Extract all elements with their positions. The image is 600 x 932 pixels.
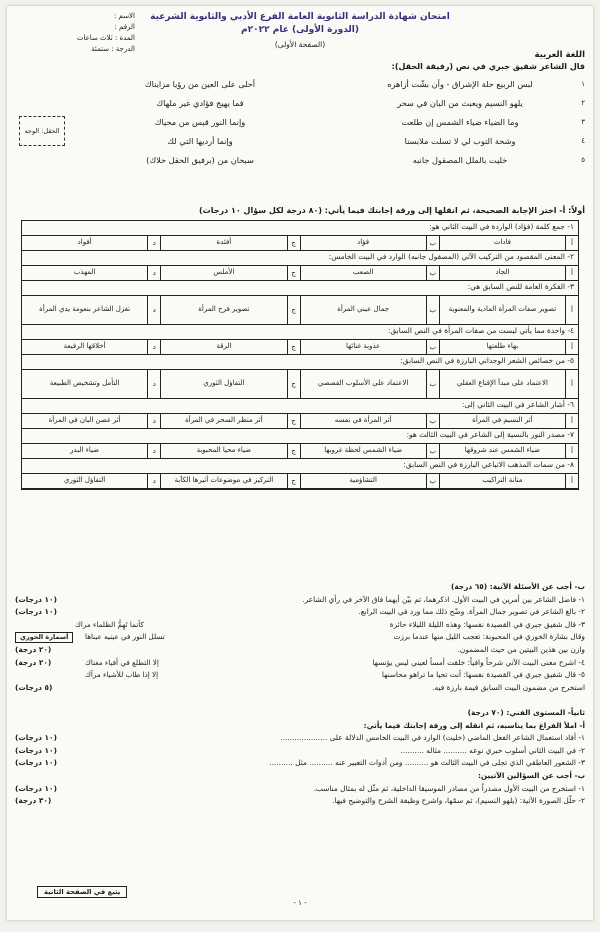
mcq-table <box>21 220 579 490</box>
poem-intro: قال الشاعر شفيق جبري في نص (رفيقة الحقل): <box>391 62 585 71</box>
verse-second-half: وإنما أرديها التي لك <box>167 136 233 146</box>
option-letter: ب <box>426 266 439 280</box>
option-text: أفواد <box>77 238 92 247</box>
option-text: التأمل وتشخيص الطبيعة <box>49 379 120 388</box>
option-letter: ج <box>287 474 300 488</box>
option-text: التفاؤل الثوري <box>203 379 245 388</box>
question-line: ٢- حلّل الصورة الآتية: (يلهو النسيم)، ثم سمّها، واشرح وظيفة الشرح والتوضيح فيها. (٣٠ درجة) <box>15 796 585 806</box>
part-c-sub-a: أ- املأ الفراغ بما يناسبه، ثم انقله إلى ورقة إجابتك فيما يأتي: <box>363 720 585 730</box>
answer-option <box>300 340 439 354</box>
poem-verse <box>13 114 587 133</box>
question-stem: ١- جمع كلمة (فؤاد) الواردة في البيت الثاني هو: <box>22 221 578 236</box>
continue-note: يتبع في الصفحة الثانية <box>37 886 127 898</box>
exam-session: (الدورة الأولى) عام ٢٠٢٢م <box>241 25 359 36</box>
question-stem: ٢- المعنى المقصود من التركيب الآتي (المصقول جانبه) الوارد في البيت الخامس: <box>22 251 578 266</box>
answer-option <box>160 236 299 250</box>
option-text: الصعب <box>352 268 374 277</box>
option-text: أفئدة <box>216 238 232 247</box>
question-stem: ٥- من خصائص الشعر الوجداني البارزة في النص السابق: <box>22 355 578 370</box>
page-label: (الصفحة الأولى) <box>274 39 326 49</box>
verse-number: ١ <box>581 80 585 88</box>
verse-number: ٣ <box>581 118 585 126</box>
option-text: فؤاد <box>357 238 370 247</box>
option-letter: أ <box>565 266 578 280</box>
option-text: الجاد <box>495 268 510 277</box>
answer-option <box>300 296 439 324</box>
option-letter: ج <box>287 236 300 250</box>
mcq-question <box>22 251 578 281</box>
option-letter: أ <box>565 474 578 488</box>
verse-second-half: وإنما النور قبس من محياك <box>154 117 246 127</box>
option-text: ضياء الشمس عند شروقها <box>464 446 540 455</box>
option-letter: د <box>147 236 160 250</box>
verse-second-half: أحلى على العين من رؤيا مزايناك <box>144 79 256 89</box>
option-letter: د <box>147 444 160 458</box>
question-stem: ٨- من سمات المذهب الاتباعي البارزة في النص السابق: <box>22 459 578 474</box>
option-text: عذوبة غنائها <box>345 342 381 351</box>
verse-number: ٥ <box>581 156 585 164</box>
field-name: الاسم : <box>113 12 135 20</box>
option-text: التركيز في موضوعات أثيرها الكآبة <box>174 476 274 485</box>
question-stem: ٧- مصدر النور بالنسبة إلى الشاعر في البيت الثالث هو: <box>22 429 578 444</box>
options-row <box>22 340 578 354</box>
option-text: أخلاقها الرفيعة <box>63 342 106 351</box>
part-c <box>15 708 585 809</box>
question-line: ٣- الشعور العاطفي الذي تجلى في البيت الثالث هو .......... ومن أدوات التعبير عنه .......... مثل .......... (١٠ درجات) <box>15 758 585 768</box>
verse-first-half: خليت بالملل المصقول جانبه <box>412 155 508 165</box>
verse-first-half: وما الضياء ضياء الشمس إن طلعت <box>401 117 519 127</box>
option-letter: د <box>147 340 160 354</box>
exam-titles <box>135 12 465 49</box>
question-line: وازن بين هذين البيتين من حيث المضمون. (٢٠ درجة) <box>15 644 585 654</box>
answer-option <box>439 370 578 398</box>
answer-option <box>300 414 439 428</box>
option-text: ضياء محيا المحبوبة <box>196 446 252 455</box>
option-letter: ج <box>287 414 300 428</box>
answer-option <box>439 340 578 354</box>
question-line: استخرج من مضمون البيت السابق قيمة بارزة فيه. (٥ درجات) <box>15 682 585 692</box>
question-stem: ٣- الفكرة العامة للنص السابق هي: <box>22 281 578 296</box>
answer-option <box>300 236 439 250</box>
poem-verse <box>13 152 587 171</box>
option-letter: ب <box>426 444 439 458</box>
question-stem: ٦- أشار الشاعر في البيت الثاني إلى: <box>22 399 578 414</box>
answer-option <box>300 370 439 398</box>
option-text: أثر منظر السحر في المرأة <box>185 416 263 425</box>
options-row <box>22 236 578 250</box>
mcq-question <box>22 459 578 489</box>
option-letter: ج <box>287 266 300 280</box>
answer-option <box>439 266 578 280</box>
option-letter: أ <box>565 370 578 398</box>
answer-option <box>160 444 299 458</box>
answer-option <box>300 266 439 280</box>
option-letter: ج <box>287 296 300 324</box>
answer-option <box>439 474 578 488</box>
answer-option <box>22 474 160 488</box>
option-text: فادات <box>493 238 511 247</box>
answer-option <box>439 296 578 324</box>
option-text: الاعتماد على الأسلوب القصصي <box>317 379 409 388</box>
answer-option <box>160 370 299 398</box>
option-text: تصوير فرح المرأة <box>198 305 250 314</box>
poem-verse <box>13 133 587 152</box>
answer-option <box>160 266 299 280</box>
answer-option <box>160 414 299 428</box>
option-letter: ج <box>287 340 300 354</box>
options-row <box>22 266 578 280</box>
verse-second-half: فما يهيج فؤادي غير ملهاك <box>156 98 244 108</box>
answer-option <box>22 414 160 428</box>
option-text: التشاؤمية <box>349 476 377 485</box>
part-b <box>15 582 585 695</box>
option-letter: د <box>147 266 160 280</box>
option-text: جمال عيني المرأة <box>337 305 390 314</box>
option-text: الرقة <box>216 342 232 351</box>
poet-badge: أسمارة الخوري <box>15 632 73 642</box>
option-letter: د <box>147 296 160 324</box>
answer-option <box>22 236 160 250</box>
options-row <box>22 296 578 324</box>
option-text: الأملس <box>213 268 235 277</box>
answer-option <box>300 444 439 458</box>
answer-option <box>22 296 160 324</box>
question-stem: ٤- واحدة مما يأتي ليست من صفات المرأة في النص السابق: <box>22 325 578 340</box>
question-line: ١- استخرج من البيت الأول مصدراً من مصادر الموسيقا الداخلية، ثم مثّل له بمثال مناسب. (١٠ درجات) <box>15 783 585 793</box>
option-letter: أ <box>565 236 578 250</box>
option-text: التفاؤل الثوري <box>64 476 106 485</box>
option-letter: ب <box>426 474 439 488</box>
field-stamp: الحقل: الوجه <box>19 116 65 146</box>
question-line: ٢- في البيت الثاني أسلوب خبري نوعه .......... مثاله .......... (١٠ درجات) <box>15 745 585 755</box>
option-letter: ج <box>287 444 300 458</box>
field-duration: المدة : ثلاث ساعات <box>76 34 135 42</box>
option-text: تغزل الشاعر بنعومة يدي المرأة <box>39 305 131 314</box>
answer-option <box>439 414 578 428</box>
mcq-question <box>22 325 578 355</box>
candidate-fields <box>15 12 135 56</box>
question-line: ٥- قال شفيق جبري في القصيدة نفسها: أنت تحيا ما تراهو محاسنها إلا إذا طاب للأشياء مرآك <box>85 670 585 680</box>
option-text: ضياء البدر <box>70 446 100 455</box>
exam-page <box>7 6 593 920</box>
page-number: - ١ - <box>293 899 307 908</box>
answer-option <box>300 474 439 488</box>
answer-option <box>160 296 299 324</box>
options-row <box>22 444 578 458</box>
subject-title: اللغة العربية <box>534 50 585 60</box>
poem-verse <box>13 76 587 95</box>
mcq-question <box>22 221 578 251</box>
mcq-question <box>22 399 578 429</box>
verse-first-half: وشحة التوب لي لا تسلت ملابسنا <box>404 136 516 146</box>
mcq-question <box>22 281 578 325</box>
option-text: الاعتماد على مبدأ الإقناع العقلي <box>456 379 548 388</box>
option-letter: ج <box>287 370 300 398</box>
option-text: ضياء الشمس لحظة غروبها <box>324 446 403 455</box>
options-row <box>22 414 578 428</box>
exam-header <box>15 12 585 60</box>
mcq-question <box>22 355 578 399</box>
option-letter: ب <box>426 236 439 250</box>
verse-first-half: يلهو النسيم ويعبث من البان في سحر <box>397 98 523 108</box>
field-grade: الدرجة : ستمئة <box>91 45 135 53</box>
option-letter: أ <box>565 340 578 354</box>
option-text: المهذب <box>73 268 96 277</box>
option-letter: د <box>147 414 160 428</box>
option-letter: د <box>147 370 160 398</box>
answer-option <box>22 266 160 280</box>
option-letter: ب <box>426 370 439 398</box>
field-number: الرقم : <box>114 23 135 31</box>
option-text: أثر غصن البان في المرأة <box>48 416 121 425</box>
options-row <box>22 474 578 488</box>
mcq-question <box>22 429 578 459</box>
verse-number: ٤ <box>581 137 585 145</box>
option-text: متانة التراكيب <box>482 476 523 485</box>
answer-option <box>22 444 160 458</box>
question-line: ٣- قال شفيق جبري في القصيدة نفسها: وهذه الليلة الليلاء حائرة كأنما تَهِمُّ الظلماء مراك <box>75 619 585 629</box>
answer-option <box>439 236 578 250</box>
verse-second-half: سبحان من (برفيق الحقل حلاك) <box>146 155 254 165</box>
option-letter: أ <box>565 414 578 428</box>
exam-title: امتحان شهادة الدراسة الثانوية العامة الفرع الأدبي والثانوية الشرعية <box>150 12 450 22</box>
answer-option <box>160 340 299 354</box>
option-letter: أ <box>565 444 578 458</box>
part-c-heading: ثانياً- المستوى الفني: (٧٠ درجة) <box>467 708 585 717</box>
option-text: بهاء طلعتها <box>486 342 519 351</box>
option-text: أثر النسيم في المرأة <box>472 416 533 425</box>
options-row <box>22 370 578 398</box>
answer-option <box>160 474 299 488</box>
option-letter: أ <box>565 296 578 324</box>
section-one-heading: أولاً: أ- اختر الإجابة الصحيحة، ثم انقلها إلى ورقة إجابتك فيما يأتي: (٨٠ درجة لكل سؤال ١٠ درجات) <box>199 206 585 215</box>
question-line: ١- أفاد استعمال الشاعر الفعل الماضي (خليت) الوارد في البيت الخامس الدلالة على .................... (١٠ درجات) <box>15 733 585 743</box>
question-line: ١- فاضل الشاعر بين أمرين في البيت الأول. اذكرهما، ثم بيّن أيهما فاق الآخر في رأي الشاعر. (١٠ درجات) <box>15 594 585 604</box>
part-b-heading: ب- أجب عن الأسئلة الآتية: (٦٥ درجة) <box>450 582 585 591</box>
verse-first-half: لبس الربيع حلة الإشراق - وأن بشّت أزاهره <box>387 79 533 89</box>
part-c-sub-b: ب- أجب عن السؤالين الآتيين: <box>477 770 585 780</box>
option-letter: ب <box>426 296 439 324</box>
option-letter: د <box>147 474 160 488</box>
question-line: وقال بشارة الخوري في المحبوبة: تعجب الليل منها عندما برزت تسلل النور في عينيه عيناها أسمارة الخوري <box>15 632 585 645</box>
poem-block <box>13 76 587 204</box>
option-text: أثر المرأة في نفسه <box>334 416 392 425</box>
option-letter: ب <box>426 414 439 428</box>
answer-option <box>22 370 160 398</box>
answer-option <box>22 340 160 354</box>
verse-number: ٢ <box>581 99 585 107</box>
question-line: ٢- بالغ الشاعر في تصوير جمال المرأة. وضّح ذلك مما ورد في البيت الرابع. (١٠ درجات) <box>15 607 585 617</box>
question-line: ٤- اشرح معنى البيت الآتي شرحاً وافياً: خلقت أمساً لعيني ليس يؤنسها إلا التطلع في أفياء مغناك (٢٠ درجة) <box>15 657 585 667</box>
poem-verse <box>13 95 587 114</box>
option-text: تصوير صفات المرأة المادية والمعنوية <box>448 305 557 314</box>
answer-option <box>439 444 578 458</box>
option-letter: ب <box>426 340 439 354</box>
